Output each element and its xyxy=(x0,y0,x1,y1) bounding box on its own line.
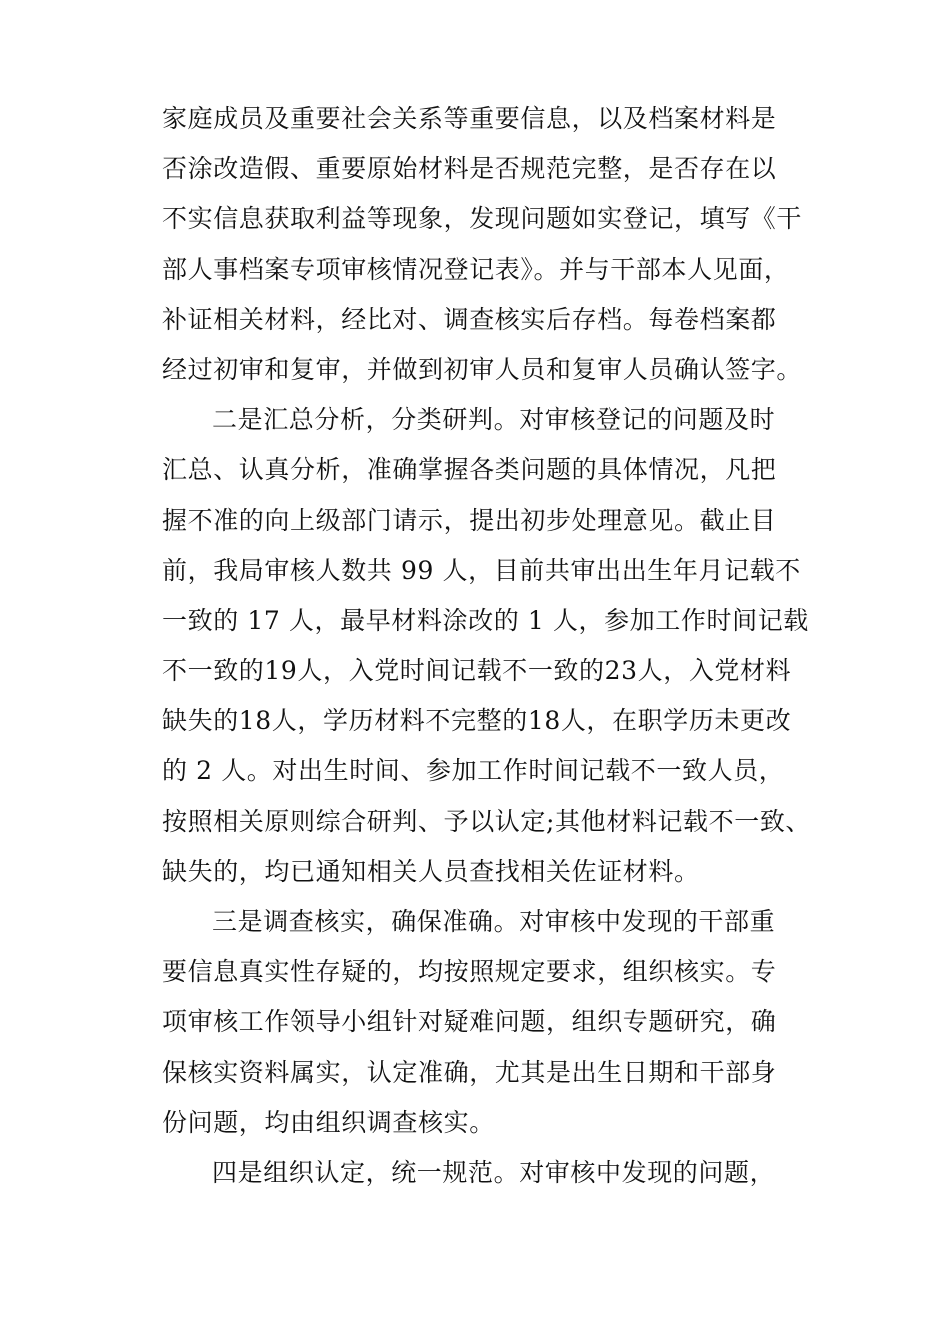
text-line: 不一致的19人，入党时间记载不一致的23人，入党材料 xyxy=(162,656,792,686)
text-line: 家庭成员及重要社会关系等重要信息，以及档案材料是 xyxy=(162,104,777,133)
paragraph-start-line: 四是组织认定，统一规范。对审核中发现的问题， xyxy=(212,1157,776,1187)
text-line: 项审核工作领导小组针对疑难问题，组织专题研究，确 xyxy=(162,1007,777,1037)
paragraph-start-line: 二是汇总分析，分类研判。对审核登记的问题及时 xyxy=(212,405,776,435)
text-line: 汇总、认真分析，准确掌握各类问题的具体情况，凡把 xyxy=(162,455,777,485)
text-line: 前，我局审核人数共 99 人，目前共审出出生年月记载不 xyxy=(162,555,801,585)
document-body xyxy=(162,94,822,1198)
text-line: 份问题，均由组织调查核实。 xyxy=(162,1107,495,1137)
text-line: 缺失的18人，学历材料不完整的18人，在职学历未更改 xyxy=(162,706,792,736)
text-line: 要信息真实性存疑的，均按照规定要求，组织核实。专 xyxy=(162,957,777,987)
text-line: 补证相关材料，经比对、调查核实后存档。每卷档案都 xyxy=(162,304,777,334)
text-line: 缺失的，均已通知相关人员查找相关佐证材料。 xyxy=(162,856,700,886)
paragraph-start-line: 三是调查核实，确保准确。对审核中发现的干部重 xyxy=(212,907,776,936)
text-line: 否涂改造假、重要原始材料是否规范完整，是否存在以 xyxy=(162,154,777,184)
text-line: 经过初审和复审，并做到初审人员和复审人员确认签字。 xyxy=(162,354,803,384)
text-line: 握不准的向上级部门请示，提出初步处理意见。截止目 xyxy=(162,505,777,535)
text-line: 一致的 17 人，最早材料涂改的 1 人，参加工作时间记载 xyxy=(162,605,809,635)
text-line: 保核实资料属实，认定准确，尤其是出生日期和干部身 xyxy=(162,1057,777,1087)
text-line: 的 2 人。对出生时间、参加工作时间记载不一致人员， xyxy=(162,756,785,786)
text-line: 部人事档案专项审核情况登记表》。并与干部本人见面， xyxy=(162,254,790,284)
text-line: 不实信息获取利益等现象，发现问题如实登记，填写《干 xyxy=(162,204,803,234)
text-line: 按照相关原则综合研判、予以认定;其他材料记载不一致、 xyxy=(162,806,812,836)
